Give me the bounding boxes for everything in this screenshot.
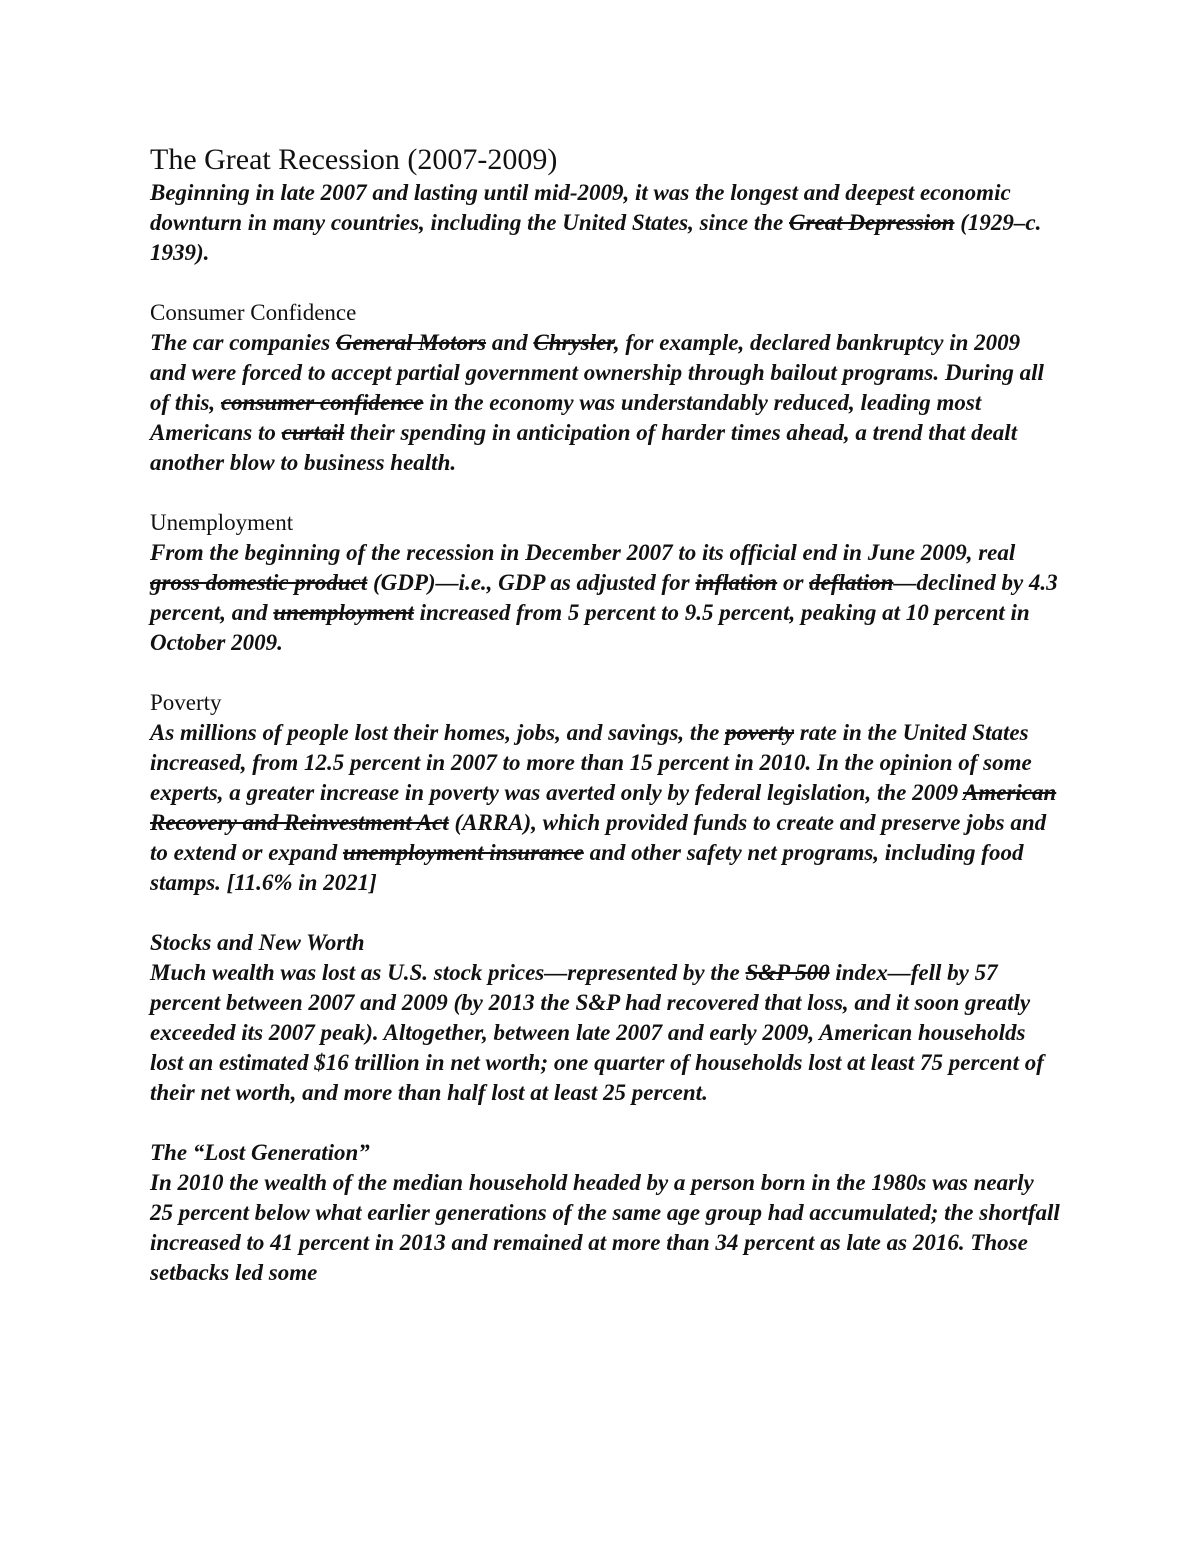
- lost-generation-text: In 2010 the wealth of the median household headed by a person born in the 1980s was nearly 25 percent below what earlier generations of the same age group had accumulated; the shortfall increased to 41 percent in 2013 and remained at more than 34 percent as late as 2016. Those setbacks led some: [150, 1170, 1060, 1285]
- page-title: The Great Recession (2007-2009): [150, 143, 558, 176]
- consumer-text-4: in the economy was understandably reduced, leading most Americans to: [150, 390, 982, 445]
- arra-strike: American Recovery and Reinvestment Act: [150, 780, 1057, 835]
- great-depression-strike: Great Depression: [789, 210, 955, 235]
- poverty-text-2: rate in the United States increased, from 12.5 percent in 2007 to more than 15 percent in 2010. In the opinion of some experts, a greater increase in poverty was averted only by federal legislation, the 2009: [150, 720, 1032, 805]
- consumer-confidence-strike: consumer confidence: [220, 390, 424, 415]
- spacer: [150, 658, 1060, 688]
- deflation-strike: deflation: [809, 570, 894, 595]
- consumer-text-3: , for example, declared bankruptcy in 2009 and were forced to accept partial government ownership through bailout programs. During all of this,: [150, 330, 1044, 415]
- poverty-strike: poverty: [725, 720, 795, 745]
- poverty-heading: Poverty: [150, 690, 222, 715]
- poverty-text-4: and other safety net programs, including food stamps. [11.6% in 2021]: [150, 840, 1024, 895]
- intro-text-1: Beginning in late 2007 and lasting until mid-2009, it was the longest and deepest economic downturn in many countries, including the United States, since the: [150, 180, 1011, 235]
- intro-text-2: (1929–c. 1939).: [150, 210, 1042, 265]
- consumer-confidence-paragraph: [150, 328, 1060, 478]
- intro-paragraph: [150, 178, 1060, 268]
- general-motors-strike: General Motors: [335, 330, 487, 355]
- stocks-paragraph: [150, 958, 1060, 1108]
- stocks-text-1: Much wealth was lost as U.S. stock prices—represented by the: [150, 960, 746, 985]
- gdp-strike: gross domestic product: [150, 570, 368, 595]
- consumer-text-5: their spending in anticipation of harder times ahead, a trend that dealt another blow to business health.: [150, 420, 1018, 475]
- inflation-strike: inflation: [695, 570, 778, 595]
- unemployment-text-1: From the beginning of the recession in December 2007 to its official end in June 2009, real: [150, 540, 1016, 565]
- unemployment-paragraph: [150, 538, 1060, 658]
- spacer: [150, 478, 1060, 508]
- unemployment-text-5: increased from 5 percent to 9.5 percent, peaking at 10 percent in October 2009.: [150, 600, 1030, 655]
- unemployment-text-4: —declined by 4.3 percent, and: [150, 570, 1058, 625]
- unemployment-text-3: or: [777, 570, 810, 595]
- unemployment-text-2: (GDP)—i.e., GDP as adjusted for: [367, 570, 696, 595]
- chrysler-strike: Chrysler: [533, 330, 614, 355]
- consumer-text-2: and: [486, 330, 534, 355]
- lost-generation-paragraph: [150, 1168, 1060, 1288]
- lost-generation-heading: The “Lost Generation”: [150, 1140, 370, 1165]
- sp500-strike: S&P 500: [745, 960, 830, 985]
- curtail-strike: curtail: [281, 420, 345, 445]
- spacer: [150, 898, 1060, 928]
- poverty-text-1: As millions of people lost their homes, jobs, and savings, the: [150, 720, 726, 745]
- consumer-confidence-heading: Consumer Confidence: [150, 300, 357, 325]
- unemployment-strike: unemployment: [273, 600, 414, 625]
- poverty-text-3: (ARRA), which provided funds to create and preserve jobs and to extend or expand: [150, 810, 1047, 865]
- unemployment-insurance-strike: unemployment insurance: [342, 840, 584, 865]
- spacer: [150, 268, 1060, 298]
- spacer: [150, 1108, 1060, 1138]
- poverty-paragraph: [150, 718, 1060, 898]
- document-page: [150, 142, 1060, 1288]
- stocks-text-2: index—fell by 57 percent between 2007 and 2009 (by 2013 the S&P had recovered that loss, and it soon greatly exceeded its 2007 peak). Altogether, between late 2007 and early 2009, American households lost an estimated $16 trillion in net worth; one quarter of households lost at least 75 percent of their net worth, and more than half lost at least 25 percent.: [150, 960, 1044, 1105]
- stocks-heading: Stocks and New Worth: [150, 930, 365, 955]
- unemployment-heading: Unemployment: [150, 510, 294, 535]
- consumer-text-1: The car companies: [150, 330, 336, 355]
